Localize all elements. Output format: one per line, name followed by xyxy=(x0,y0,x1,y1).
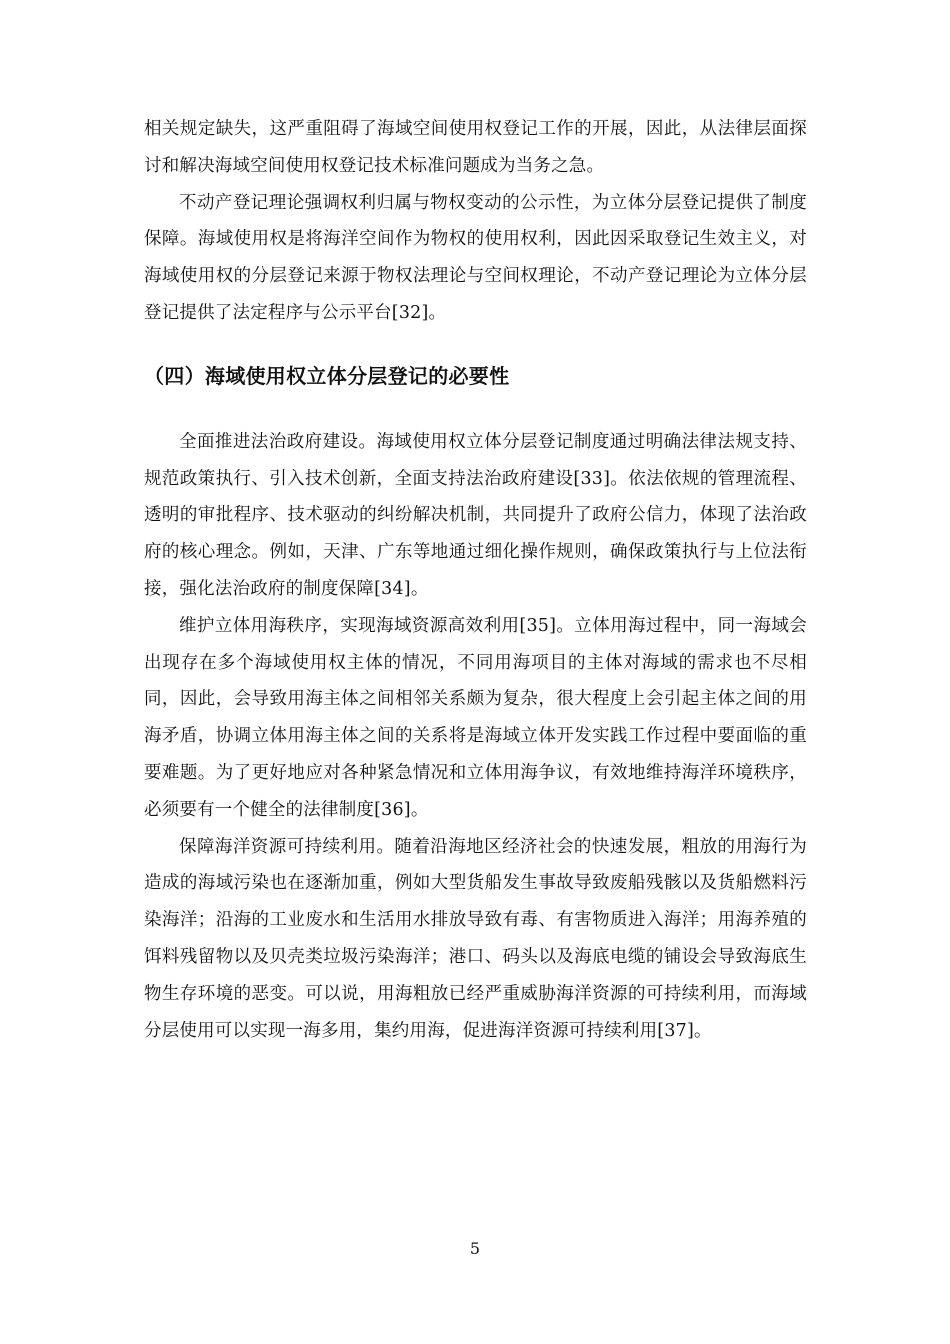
paragraph-sea-use-order: 维护立体用海秩序，实现海域资源高效利用[35]。立体用海过程中，同一海域会出现存在多个海域使用权主体的情况，不同用海项目的主体对海域的需求也不尽相同，因此，会导致用海主体之间相邻关系颇为复杂，很大程度上会引起主体之间的用海矛盾，协调立体用海主体之间的关系将是海域立体开发实践工作过程中要面临的重要难题。为了更好地应对各种紧急情况和立体用海争议，有效地维持海洋环境秩序，必须要有一个健全的法律制度[36]。 xyxy=(144,615,807,820)
paragraph-registration-theory: 不动产登记理论强调权利归属与物权变动的公示性，为立体分层登记提供了制度保障。海域使用权是将海洋空间作为物权的使用权利，因此因采取登记生效主义，对海域使用权的分层登记来源于物权法理论与空间权理论，不动产登记理论为立体分层登记提供了法定程序与公示平台[32]。 xyxy=(144,192,807,323)
document-body xyxy=(144,111,807,1049)
section-heading: （四）海域使用权立体分层登记的必要性 xyxy=(144,363,510,388)
page-number: 5 xyxy=(469,1239,481,1258)
paragraph-rule-of-law: 全面推进法治政府建设。海域使用权立体分层登记制度通过明确法律法规支持、规范政策执行、引入技术创新，全面支持法治政府建设[33]。依法依规的管理流程、透明的审批程序、技术驱动的纠纷解决机制，共同提升了政府公信力，体现了法治政府的核心理念。例如，天津、广东等地通过细化操作规则，确保政策执行与上位法衔接，强化法治政府的制度保障[34]。 xyxy=(144,431,807,599)
paragraph-continuation: 相关规定缺失，这严重阻碍了海域空间使用权登记工作的开展，因此，从法律层面探讨和解决海域空间使用权登记技术标准问题成为当务之急。 xyxy=(144,119,807,176)
paragraph-sustainable-use: 保障海洋资源可持续利用。随着沿海地区经济社会的快速发展，粗放的用海行为造成的海域污染也在逐渐加重，例如大型货船发生事故导致废船残骸以及货船燃料污染海洋；沿海的工业废水和生活用水排放导致有毒、有害物质进入海洋；用海养殖的饵料残留物以及贝壳类垃圾污染海洋；港口、码头以及海底电缆的铺设会导致海底生物生存环境的恶变。可以说，用海粗放已经严重威胁海洋资源的可持续利用，而海域分层使用可以实现一海多用，集约用海，促进海洋资源可持续利用[37]。 xyxy=(144,836,807,1041)
